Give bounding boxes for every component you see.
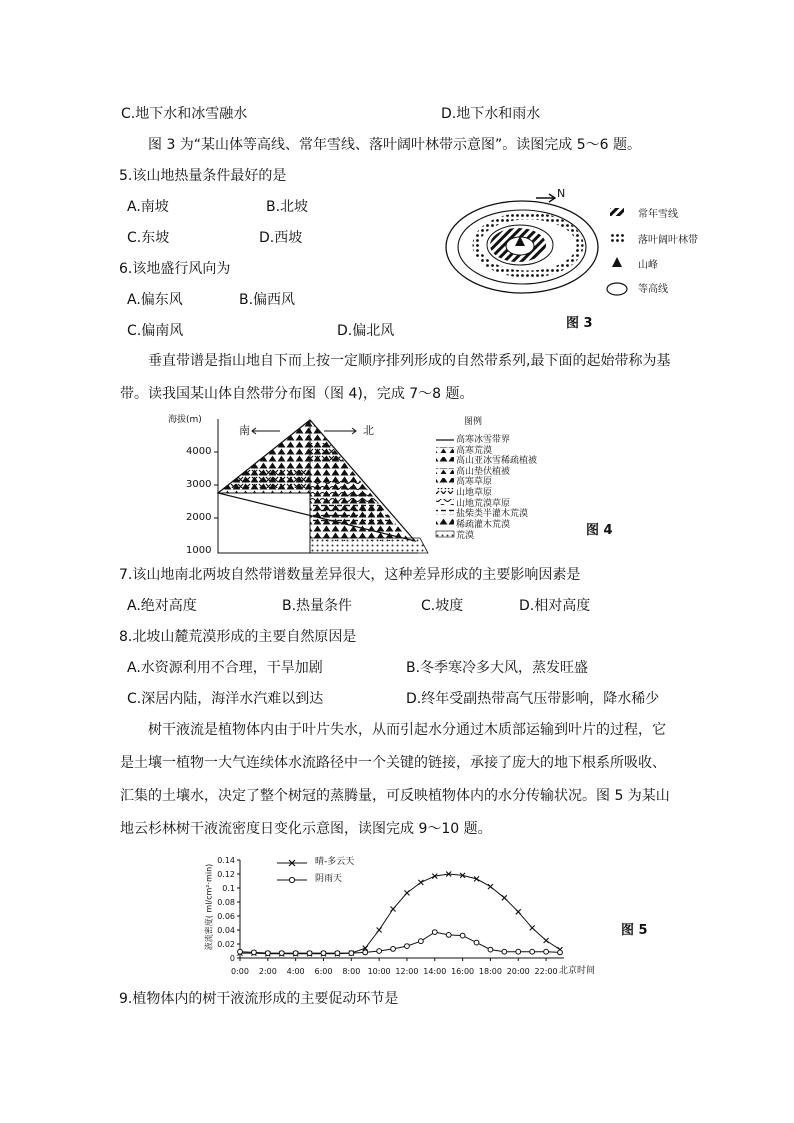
- data-point-sunny: [544, 938, 549, 943]
- data-point-rainy: [460, 933, 465, 938]
- data-point-rainy: [377, 949, 382, 954]
- fig4-legend-8: 盐柴类半灌木荒漠: [456, 509, 529, 519]
- data-point-sunny: [391, 907, 396, 912]
- forest-legend-icon: [610, 234, 624, 243]
- fig5-caption: 图 5: [621, 923, 648, 938]
- q5-option-d: D.西坡: [259, 230, 303, 246]
- chart-legend-rainy: 阴雨天: [315, 874, 343, 884]
- data-point-rainy: [238, 949, 243, 954]
- data-point-rainy: [488, 947, 493, 952]
- fig4-ytick-2000: 2000: [186, 512, 212, 523]
- data-point-rainy: [363, 950, 368, 955]
- fig4-ylabel: 海拔(m): [168, 415, 202, 425]
- chart-ylabel: 液流密度( ml/cm²·min): [204, 863, 214, 951]
- q7-option-b: B.热量条件: [282, 598, 353, 614]
- q7-option-d: D.相对高度: [519, 598, 591, 614]
- data-point-rainy: [321, 951, 326, 956]
- q9-stem: 9.植物体内的树干液流形成的主要促动环节是: [119, 991, 399, 1007]
- data-point-rainy: [279, 951, 284, 956]
- data-point-rainy: [516, 949, 521, 954]
- data-point-rainy: [335, 951, 340, 956]
- peak-legend-icon: [612, 257, 622, 267]
- option-d-top: D.地下水和雨水: [441, 106, 541, 122]
- chart-xtick-label: 2:00: [258, 967, 277, 976]
- chart-xlabel: 北京时间: [559, 966, 596, 976]
- q5-option-a: A.南坡: [127, 199, 169, 215]
- fig4-legend-9: 稀疏灌木荒漠: [456, 520, 511, 530]
- q8-option-a: A.水资源利用不合理，干旱加剧: [127, 660, 323, 676]
- q6-option-a: A.偏东风: [127, 292, 183, 308]
- fig4-ytick-1000: 1000: [186, 545, 212, 556]
- data-point-rainy: [265, 951, 270, 956]
- q5-option-b: B.北坡: [266, 199, 309, 215]
- chart-xtick-label: 20:00: [506, 967, 530, 976]
- q7-option-c: C.坡度: [421, 598, 464, 614]
- chart-xtick-label: 18:00: [478, 967, 502, 976]
- chart-ytick-label: 0.02: [217, 940, 235, 949]
- q6-option-b: B.偏西风: [239, 292, 296, 308]
- chart-xtick-label: 0:00: [231, 967, 249, 976]
- fig3-caption: 图 3: [566, 316, 593, 331]
- fig4-legend-5: 高寒草原: [456, 477, 493, 487]
- figure-4: [160, 413, 600, 555]
- data-point-sunny: [530, 925, 535, 930]
- q8-option-b: B.冬季寒冷多大风，蒸发旺盛: [406, 660, 589, 676]
- chart-ytick-label: 0.06: [217, 912, 235, 921]
- chart-ytick-label: 0.04: [217, 926, 235, 935]
- chart-xtick-label: 14:00: [423, 967, 447, 976]
- data-point-rainy: [432, 930, 437, 935]
- contour-legend-icon: [607, 283, 627, 295]
- fig4-north-label: 北: [363, 424, 374, 437]
- data-point-rainy: [418, 939, 423, 944]
- data-point-sunny: [488, 884, 493, 889]
- data-point-rainy: [307, 951, 312, 956]
- option-c-top: C.地下水和冰雪融水: [121, 106, 248, 122]
- q7-option-a: A.绝对高度: [127, 598, 197, 614]
- chart-legend-sunny: 晴-多云天: [315, 857, 355, 867]
- legend-rainy-marker: [289, 877, 294, 882]
- intro-fig4: 垂直带谱是指山地自下而上按一定顺序排列形成的自然带系列,最下面的起始带称为基带。读我国某山体自然带分布图（图 4)，完成 7～8 题。: [120, 353, 671, 402]
- fig3-legend-peak: 山峰: [638, 260, 658, 271]
- series-line-sunny: [240, 874, 560, 954]
- fig4-legend-10: 荒漠: [456, 531, 475, 541]
- data-point-sunny: [516, 909, 521, 914]
- fig4-legend-6: 山地草原: [456, 488, 493, 498]
- chart-ytick-label: 0.14: [217, 856, 235, 865]
- fig3-legend-forest: 落叶阔叶林带: [638, 235, 698, 246]
- data-point-rainy: [446, 933, 451, 938]
- series-line-rainy: [240, 932, 560, 953]
- fig4-south-label: 南: [239, 424, 250, 437]
- data-point-rainy: [530, 949, 535, 954]
- fig4-legend-4: 高山垫伏植被: [456, 467, 511, 477]
- fig3-legend-snowline: 常年雪线: [638, 209, 678, 220]
- q8-option-d: D.终年受副热带高气压带影响，降水稀少: [406, 691, 660, 707]
- chart-ytick-label: 0: [229, 954, 235, 963]
- figure-5-chart: [205, 852, 605, 984]
- chart-xtick-label: 22:00: [534, 967, 558, 976]
- q6-option-d: D.偏北风: [337, 323, 395, 339]
- fig4-legend-2: 高寒荒漠: [456, 446, 493, 456]
- fig4-legend-3: 高山亚冰雪稀疏植被: [456, 456, 538, 466]
- chart-xtick-label: 16:00: [451, 967, 475, 976]
- fig4-caption: 图 4: [586, 523, 613, 538]
- fig4-ytick-4000: 4000: [186, 446, 212, 457]
- fig3-north-label: N: [557, 187, 566, 200]
- chart-xtick-label: 12:00: [395, 967, 419, 976]
- data-point-sunny: [404, 890, 409, 895]
- data-point-rainy: [502, 949, 507, 954]
- chart-xtick-label: 8:00: [342, 967, 361, 976]
- fig4-legend-1: 高寒冰雪带界: [456, 435, 511, 445]
- q5-option-c: C.东坡: [127, 230, 170, 246]
- q8-option-c: C.深居内陆，海洋水汽难以到达: [127, 691, 324, 707]
- fig4-legend-7: 山地荒漠草原: [456, 499, 511, 509]
- data-point-rainy: [391, 947, 396, 952]
- chart-ytick-label: 0.12: [217, 870, 235, 879]
- q8-stem: 8.北坡山麓荒漠形成的主要自然原因是: [119, 629, 357, 645]
- q6-stem: 6.该地盛行风向为: [119, 261, 231, 277]
- q7-stem: 7.该山地南北两坡自然带谱数量差异很大，这种差异形成的主要影响因素是: [119, 567, 581, 583]
- chart-xtick-label: 4:00: [286, 967, 305, 976]
- fig3-legend-contour: 等高线: [638, 284, 668, 295]
- chart-ytick-label: 0.1: [222, 884, 235, 893]
- q5-stem: 5.该山地热量条件最好的是: [119, 168, 287, 184]
- fig4-legend-title: 图例: [464, 417, 483, 427]
- data-point-rainy: [474, 940, 479, 945]
- data-point-rainy: [558, 950, 563, 955]
- snowline-legend-icon: [610, 208, 624, 216]
- data-point-sunny: [377, 928, 382, 933]
- data-point-rainy: [405, 944, 410, 949]
- intro-fig5: 树干液流是植物体内由于叶片失水，从而引起水分通过木质部运输到叶片的过程，它是土壤一植物一大气连续体水流路径中一个关键的链接，承接了庞大的地下根系所吸收、汇集的土壤水，决定了整个树冠的蒸腾量，可反映植物体内的水分传输状况。图 5 为某山地云杉林树干液流密度日变化示意图，读图完成 9～10 题。: [120, 722, 670, 837]
- data-point-rainy: [544, 949, 549, 954]
- data-point-sunny: [418, 880, 423, 885]
- chart-xtick-label: 10:00: [367, 967, 391, 976]
- data-point-rainy: [252, 950, 257, 955]
- chart-xtick-label: 6:00: [314, 967, 333, 976]
- intro-fig3: 图 3 为“某山体等高线、常年雪线、落叶阔叶林带示意图”。读图完成 5～6 题。: [148, 137, 642, 153]
- q6-option-c: C.偏南风: [127, 323, 184, 339]
- data-point-rainy: [293, 951, 298, 956]
- chart-ytick-label: 0.08: [217, 898, 235, 907]
- data-point-sunny: [502, 895, 507, 900]
- fig4-ytick-3000: 3000: [186, 479, 212, 490]
- data-point-rainy: [349, 951, 354, 956]
